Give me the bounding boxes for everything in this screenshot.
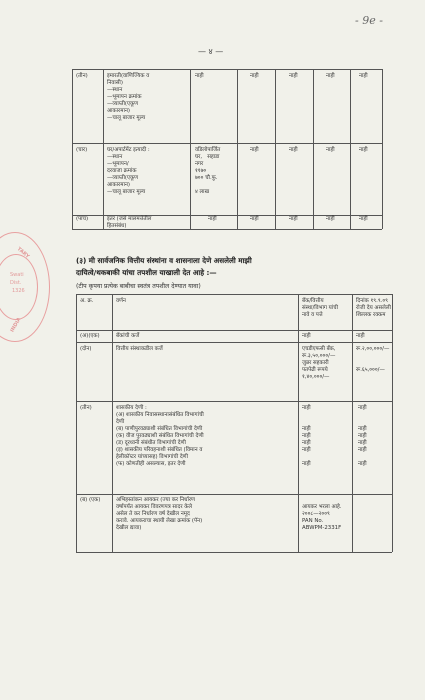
section-note: (टीप कृपया प्रत्येक बाबीचा स्वतंत्र तपशील देण्यात यावा) xyxy=(76,283,201,290)
cell-value: नाही xyxy=(250,147,259,153)
cell-value: नाही xyxy=(302,333,311,339)
row-serial: (चार) xyxy=(76,147,88,153)
stamp-text: 1326 xyxy=(12,288,25,294)
cell-value: एचडीएफसी बँक, रू.३,५०,०००/— जुन्नर सहकारी पतपेढी रूपये १,४०,०००/— xyxy=(302,346,336,380)
row-description: घर/अपार्टमेंट इत्यादी : —स्थान —भूमापन/ दरवाजा क्रमांक —व्याप्ती(एकूण आकारमान) —चालू बाजार मूल्य xyxy=(107,147,150,195)
cell-value: रू.२,००,०००/— रू.६५,०००/— xyxy=(356,346,390,373)
cell-value: नाही xyxy=(289,73,298,79)
stamp-text: Dist. xyxy=(10,280,22,286)
cell-value: नाही नाही नाही नाही नाही नाही xyxy=(358,405,367,467)
row-serial: (तीन) xyxy=(80,405,92,411)
cell-value: नाही xyxy=(356,333,365,339)
row-description: इतर (जसे मालमत्तेतील हितसंबंध) xyxy=(107,216,152,229)
page-number: — ४ — xyxy=(198,47,224,56)
row-serial: (तीन) xyxy=(76,73,88,79)
stamp-text: Swati xyxy=(10,272,24,278)
row-description: शासकीय देणी : (अ) शासकीय निवासस्थानासंबंधित विभागांची देणी (ब) पाणीपुरवठ्याशी संबंधित विभागांची देणी (क) वीज पुरवठ्याशी संबंधित विभागांची देणी (ड) दूरध्वनी संबंधीत विभागांची देणी (इ) शासकीय परिवहनाशी संबंधित (विमान व हेलीकॉप्टर यांच्यासह) विभागांची देणी (फ) कोणतीही असल्यास, इतर देणी xyxy=(116,405,204,467)
row-description: बँकांची कर्जे xyxy=(116,333,140,339)
column-header: बँक/वित्तीय संस्था/विभाग यांची नावे व पत्ते xyxy=(302,298,338,318)
cell-value: नाही xyxy=(250,216,259,222)
section-title: दायित्वे/थकबाकी यांचा तपशील याखाली देत आहे :— xyxy=(76,268,217,277)
cell-value: वडिलोपार्जित घर, सहाडा नगर ११७० ७०० चौ.फु. ४ लाख xyxy=(195,147,221,195)
cell-value: नाही xyxy=(289,216,298,222)
stamp-text: TARY xyxy=(15,246,31,260)
cell-value: आयकर भरला आहे. २००८—२००९ PAN No. ABWPM-2331F xyxy=(302,504,342,531)
row-description: इमारती(वाणिज्यिक व निवासी) —स्थान —भूमापन क्रमांक —व्याप्ती(एकूण आकारमान) —चालू बाजार मूल्य xyxy=(107,73,150,121)
stamp-text: INDIA xyxy=(9,316,23,334)
cell-value: नाही xyxy=(326,73,335,79)
row-serial: (अ)(एक) xyxy=(80,333,100,339)
cell-value: नाही xyxy=(289,147,298,153)
cell-value: नाही xyxy=(250,73,259,79)
cell-value: नाही नाही नाही नाही नाही नाही xyxy=(302,405,311,467)
cell-value: नाही xyxy=(326,147,335,153)
cell-value: नाही xyxy=(359,147,368,153)
cell-value: नाही xyxy=(326,216,335,222)
cell-value: नाही xyxy=(359,216,368,222)
row-serial: (दोन) xyxy=(80,346,92,352)
row-description: अभिहस्तांकन आयकर (ज्या कर निर्धारण वर्षापर्यंत आयकर विवरणपत्र सादर केले असेल ते कर निर्धारण वर्ष देखील नमूद करावे. आयकराचा स्थायी लेखा क्रमांक (पॅन) देखील द्यावा) xyxy=(116,497,203,531)
column-header: अ. क्र. xyxy=(80,298,94,304)
row-serial: (ब) (एक) xyxy=(80,497,101,503)
column-header: वर्णन xyxy=(116,298,126,304)
handwritten-page-number: - 9e - xyxy=(355,14,383,27)
column-header: दिनांक १९.९.०९ रोजी देय असलेली शिल्लक रक्कम xyxy=(356,298,391,318)
row-serial: (पाच) xyxy=(76,216,89,222)
cell-value: नाही xyxy=(208,216,217,222)
row-description: वित्तीय संस्थाकडील कर्जे xyxy=(116,346,163,352)
cell-value: नाही xyxy=(195,73,204,79)
cell-value: नाही xyxy=(359,73,368,79)
section-title: (३) मी सार्वजनिक वित्तीय संस्थांना व शासनाला देणे असलेली माझी xyxy=(76,256,252,265)
